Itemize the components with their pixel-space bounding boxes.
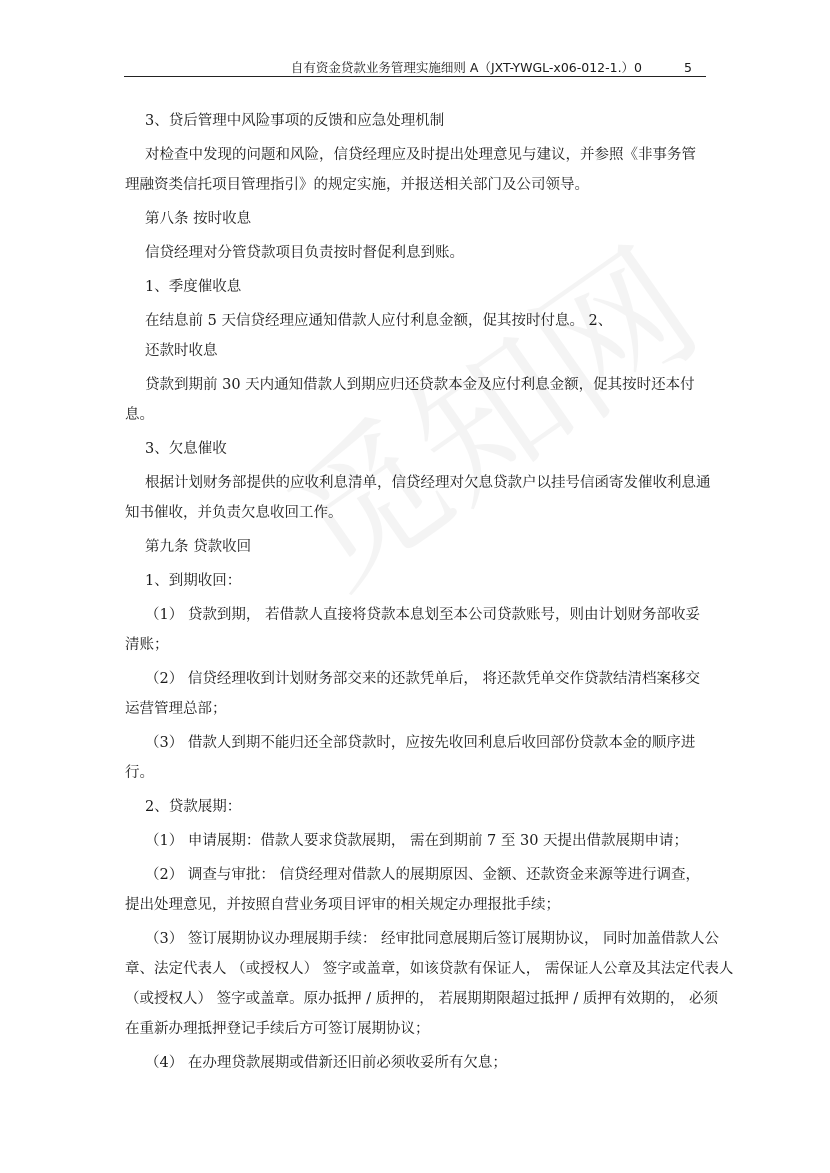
paragraph-line: 贷款到期前 30 天内通知借款人到期应归还贷款本金及应付利息金额，促其按时还本付: [145, 377, 695, 393]
list-item-continued: 行。: [125, 765, 154, 781]
list-item: （2） 信贷经理收到计划财务部交来的还款凭单后， 将还款凭单交作贷款结清档案移交: [145, 671, 700, 687]
list-item: （3） 借款人到期不能归还全部贷款时，应按先收回利息后收回部份贷款本金的顺序进: [145, 735, 696, 751]
list-item: （3） 签订展期协议办理展期手续： 经审批同意展期后签订展期协议， 同时加盖借款人公: [145, 931, 720, 947]
paragraph-line: 知书催收，并负责欠息收回工作。: [125, 505, 343, 521]
header-title: 自有资金贷款业务管理实施细则 A（JXT-YWGL-x06-012-1.）0: [290, 60, 642, 75]
list-item-continued: 运营管理总部；: [125, 701, 227, 717]
paragraph-line: 还款时收息: [145, 343, 218, 359]
list-item-continued: 提出处理意见，并按照自营业务项目评审的相关规定办理报批手续；: [125, 897, 560, 913]
section-heading: 3、欠息催收: [145, 441, 227, 457]
section-heading: 1、季度催收息: [145, 279, 242, 295]
article-heading: 第八条 按时收息: [145, 211, 252, 227]
section-heading: 1、到期收回：: [145, 573, 242, 589]
list-item-continued: （或授权人） 签字或盖章。原办抵押 / 质押的， 若展期期限超过抵押 / 质押有效期的， 必须: [125, 991, 719, 1007]
list-item-continued: 清账；: [125, 637, 169, 653]
list-item: （1） 申请展期：借款人要求贷款展期， 需在到期前 7 至 30 天提出借款展期申请；: [145, 833, 689, 849]
document-body: [125, 106, 734, 1078]
article-heading: 第九条 贷款收回: [145, 539, 252, 555]
section-heading: 2、贷款展期：: [145, 799, 242, 815]
paragraph-line: 在结息前 5 天信贷经理应通知借款人应付利息金额，促其按时付息。 2、: [145, 313, 613, 329]
section-heading: 3、贷后管理中风险事项的反馈和应急处理机制: [145, 113, 445, 129]
list-item: （2） 调查与审批： 信贷经理对借款人的展期原因、金额、还款资金来源等进行调查，: [145, 867, 700, 883]
list-item: （4） 在办理贷款展期或借新还旧前必须收妥所有欠息；: [145, 1055, 507, 1071]
paragraph-line: 根据计划财务部提供的应收利息清单，信贷经理对欠息贷款户以挂号信函寄发催收利息通: [145, 475, 711, 491]
paragraph-line: 息。: [125, 407, 154, 423]
list-item-continued: 在重新办理抵押登记手续后方可签订展期协议；: [125, 1021, 430, 1037]
list-item: （1） 贷款到期， 若借款人直接将贷款本息划至本公司贷款账号，则由计划财务部收妥: [145, 607, 700, 623]
page-header: [124, 60, 706, 77]
paragraph-line: 对检查中发现的问题和风险，信贷经理应及时提出处理意见与建议，并参照《非事务管: [145, 147, 696, 163]
paragraph-line: 理融资类信托项目管理指引》的规定实施，并报送相关部门及公司领导。: [125, 177, 589, 193]
list-item-continued: 章、法定代表人 （或授权人） 签字或盖章，如该贷款有保证人， 需保证人公章及其法定代表人: [125, 961, 734, 977]
page-number: 5: [684, 60, 692, 75]
paragraph-line: 信贷经理对分管贷款项目负责按时督促利息到账。: [145, 245, 464, 261]
